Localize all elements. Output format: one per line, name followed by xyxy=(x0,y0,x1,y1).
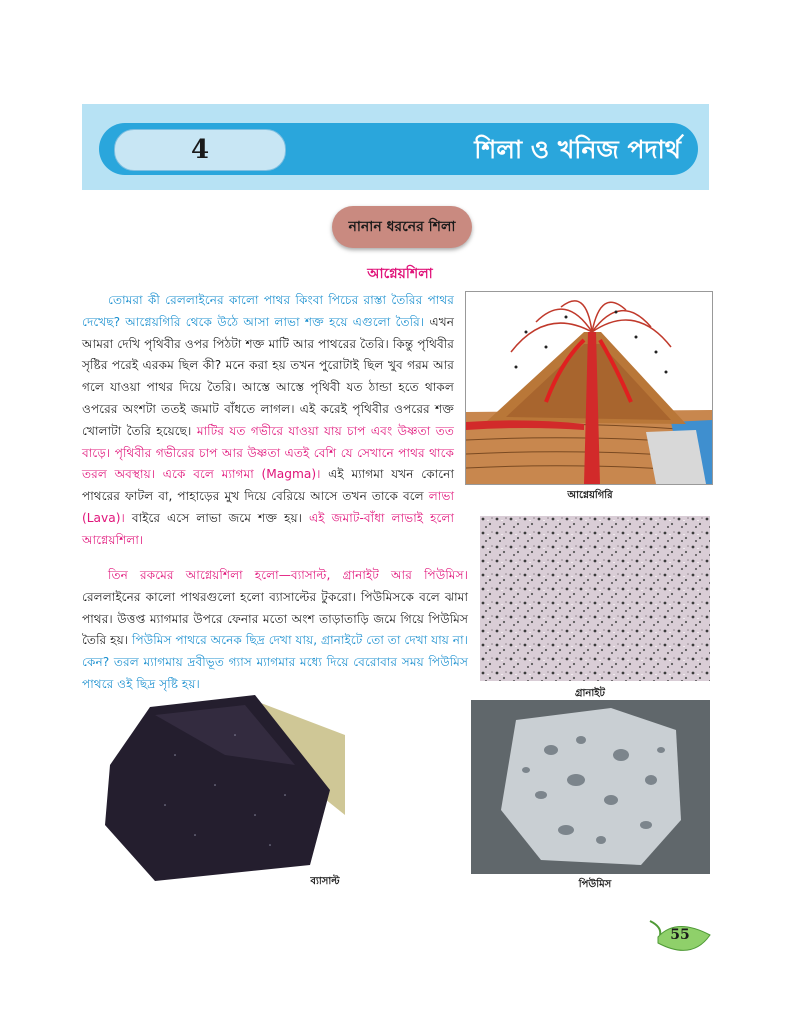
paragraph-igneous-types xyxy=(82,565,468,696)
section-title: নানান ধরনের শিলা xyxy=(332,206,472,248)
granite-texture-icon xyxy=(480,516,710,681)
basalt-caption: ব্যাসাল্ট xyxy=(310,876,340,887)
sentence: বাইরে এসে লাভা জমে শক্ত হয়। xyxy=(131,510,303,525)
volcano-caption: আগ্নেয়গিরি xyxy=(567,490,613,501)
sentence: এখন আমরা দেখি পৃথিবীর ওপর পিঠটা শক্ত মাটি আর পাথরের তৈরি। কিন্তু পৃথিবীর সৃষ্টির পরেই এরকম ছিল কী? মনে করা হয় তখন পুরোটাই ছিল খুব গরম আর গলে যাওয়া পাথর দিয়ে তৈরি। আস্তে আস্তে পৃথিবী যত ঠান্ডা হতে থাকল ওপরের অংশটা ততই জমাট বাঁধতে লাগল। এই করেই পৃথিবীর ওপরের শক্ত খোলাটা তৈরি হয়েছে। xyxy=(82,314,454,438)
sentence: তোমরা কী রেললাইনের কালো পাথর কিংবা পিচের রাস্তা তৈরির পাথর দেখেছ? আগ্নেয়গিরি থেকে উঠে আসা লাভা শক্ত হয়ে এগুলো তৈরি। xyxy=(82,293,454,329)
chapter-title: শিলা ও খনিজ পদার্থ xyxy=(474,134,681,164)
basalt-photo xyxy=(95,695,345,883)
subheading: আগ্নেয়শিলা xyxy=(367,266,433,282)
volcano-illustration xyxy=(465,291,713,485)
page-number: 55 xyxy=(670,927,690,943)
sentence: তিন রকমের আগ্নেয়শিলা হলো—ব্যাসাল্ট, গ্রানাইট আর পিউমিস। xyxy=(108,568,468,582)
pumice-caption: পিউমিস xyxy=(578,879,612,890)
page-number-leaf xyxy=(644,913,714,963)
pumice-rock-icon xyxy=(471,700,710,874)
volcano-icon xyxy=(466,292,712,484)
sentence: পিউমিস পাথরে অনেক ছিদ্র দেখা যায়, গ্রানাইটে তো তা দেখা যায় না। কেন? তরল ম্যাগমায় দ্রবীভূত গ্যাস ম্যাগমার মধ্যে দিয়ে বেরোবার সময় পিউমিস পাথরে ওই ছিদ্র সৃষ্টি হয়। xyxy=(82,633,468,691)
sentence: এই জমাট-বাঁধা লাভাই হলো আগ্নেয়শিলা। xyxy=(82,510,455,547)
chapter-number: 4 xyxy=(114,129,286,171)
granite-caption: গ্রানাইট xyxy=(575,688,605,699)
sentence: রেললাইনের কালো পাথরগুলো হলো ব্যাসাল্টের টুকরো। পিউমিসকে বলে ঝামা পাথর। উত্তপ্ত ম্যাগমার উপরে ফেনার মতো অংশ তাড়াতাড়ি জমে গিয়ে পিউমিস তৈরি হয়। xyxy=(82,589,468,648)
lava-term: লাভা (Lava)। xyxy=(82,489,455,525)
granite-photo xyxy=(480,516,710,681)
sentence: এই ম্যাগমা যখন কোনো পাথরের ফাটল বা, পাহাড়ের মুখ দিয়ে বেরিয়ে আসে তখন তাকে বলে xyxy=(82,467,454,504)
basalt-rock-icon xyxy=(95,695,345,883)
pumice-photo xyxy=(471,700,710,874)
sentence: মাটির যত গভীরে যাওয়া যায় চাপ এবং উষ্ণতা তত বাড়ে। পৃথিবীর গভীরের চাপ আর উষ্ণতা এতই বেশি যে সেখানে পাথর থাকে তরল অবস্থায়। একে বলে ম্যাগমা (Magma)। xyxy=(82,423,455,482)
paragraph-igneous-intro xyxy=(82,290,454,552)
